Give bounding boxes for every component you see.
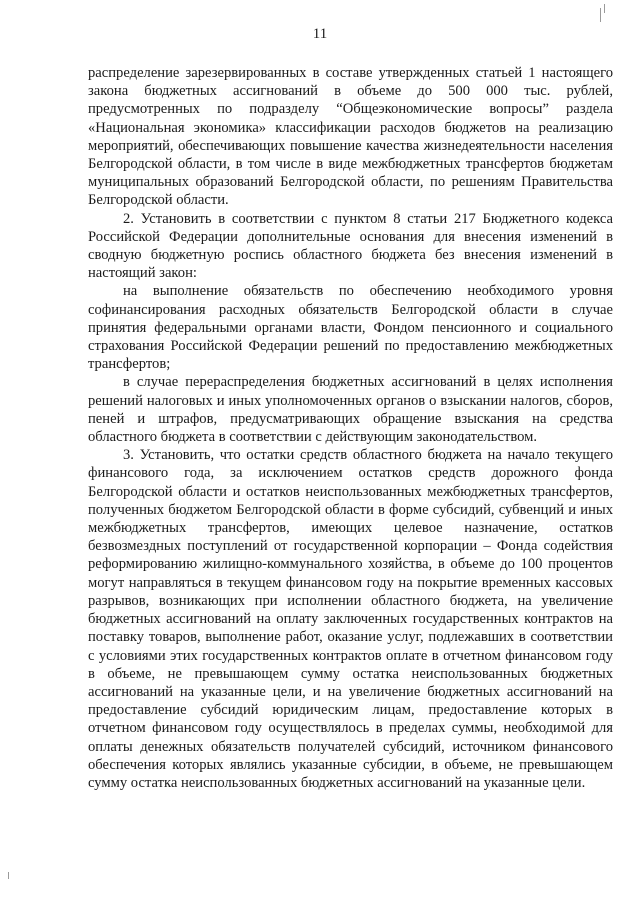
document-body — [88, 64, 613, 792]
paragraph-clause-2-item-1: на выполнение обязательств по обеспечению необходимого уровня софинансирования расходных обязательств Белгородской области в случае принятия федеральными органами власти, Фондом пенсионного и социального страхования Российской Федерации решений по предоставлению межбюджетных трансфертов; — [88, 283, 613, 373]
page-number: 11 — [312, 26, 328, 42]
paragraph-clause-2-item-2: в случае перераспределения бюджетных ассигнований в целях исполнения решений налоговых и иных уполномоченных органов о взыскании налогов, сборов, пеней и штрафов, предусматривающих обращение взыскания на средства областного бюджета в соответствии с действующим законодательством. — [88, 374, 613, 446]
paragraph-continuation: распределение зарезервированных в составе утвержденных статьей 1 настоящего закона бюджетных ассигнований в объеме до 500 000 тыс. рублей, предусмотренных по подразделу “Общеэкономические вопросы” раздела «Национальная экономика» классификации расходов бюджетов на реализацию мероприятий, обеспечивающих повышение качества жизнедеятельности населения Белгородской области, в том числе в виде межбюджетных трансфертов бюджетам муниципальных образований Белгородской области, по решениям Правительства Белгородской области. — [88, 65, 613, 209]
scan-mark — [8, 872, 9, 879]
paragraph-clause-3: 3. Установить, что остатки средств областного бюджета на начало текущего финансового года, за исключением остатков средств дорожного фонда Белгородской области и остатков неиспользованных межбюджетных трансфертов, полученных бюджетом Белгородской области в форме субсидий, субвенций и иных межбюджетных трансфертов, имеющих целевое назначение, остатков безвозмездных поступлений от государственной корпорации – Фонда содействия реформированию жилищно-коммунального хозяйства, в объеме до 100 процентов могут направляться в текущем финансовом году на покрытие временных кассовых разрывов, возникающих при исполнении областного бюджета, на увеличение бюджетных ассигнований на оплату заключенных государственных контрактов на поставку товаров, выполнение работ, оказание услуг, подлежавших в соответствии с условиями этих государственных контрактов оплате в отчетном финансовом году в объеме, не превышающем сумму остатка неиспользованных бюджетных ассигнований на указанные цели, и на увеличение бюджетных ассигнований на предоставление субсидий юридическим лицам, предоставление которых в отчетном финансовом году осуществлялось в пределах суммы, необходимой для оплаты денежных обязательств получателей субсидий, источником финансового обеспечения которых являлись указанные субсидии, в объеме, не превышающем сумму остатка неиспользованных бюджетных ассигнований на указанные цели. — [88, 447, 613, 791]
scan-mark — [604, 4, 605, 13]
scan-mark — [600, 8, 601, 22]
paragraph-clause-2: 2. Установить в соответствии с пунктом 8 статьи 217 Бюджетного кодекса Российской Федерации дополнительные основания для внесения изменений в сводную бюджетную роспись областного бюджета без внесения изменений в настоящий закон: — [88, 210, 613, 282]
